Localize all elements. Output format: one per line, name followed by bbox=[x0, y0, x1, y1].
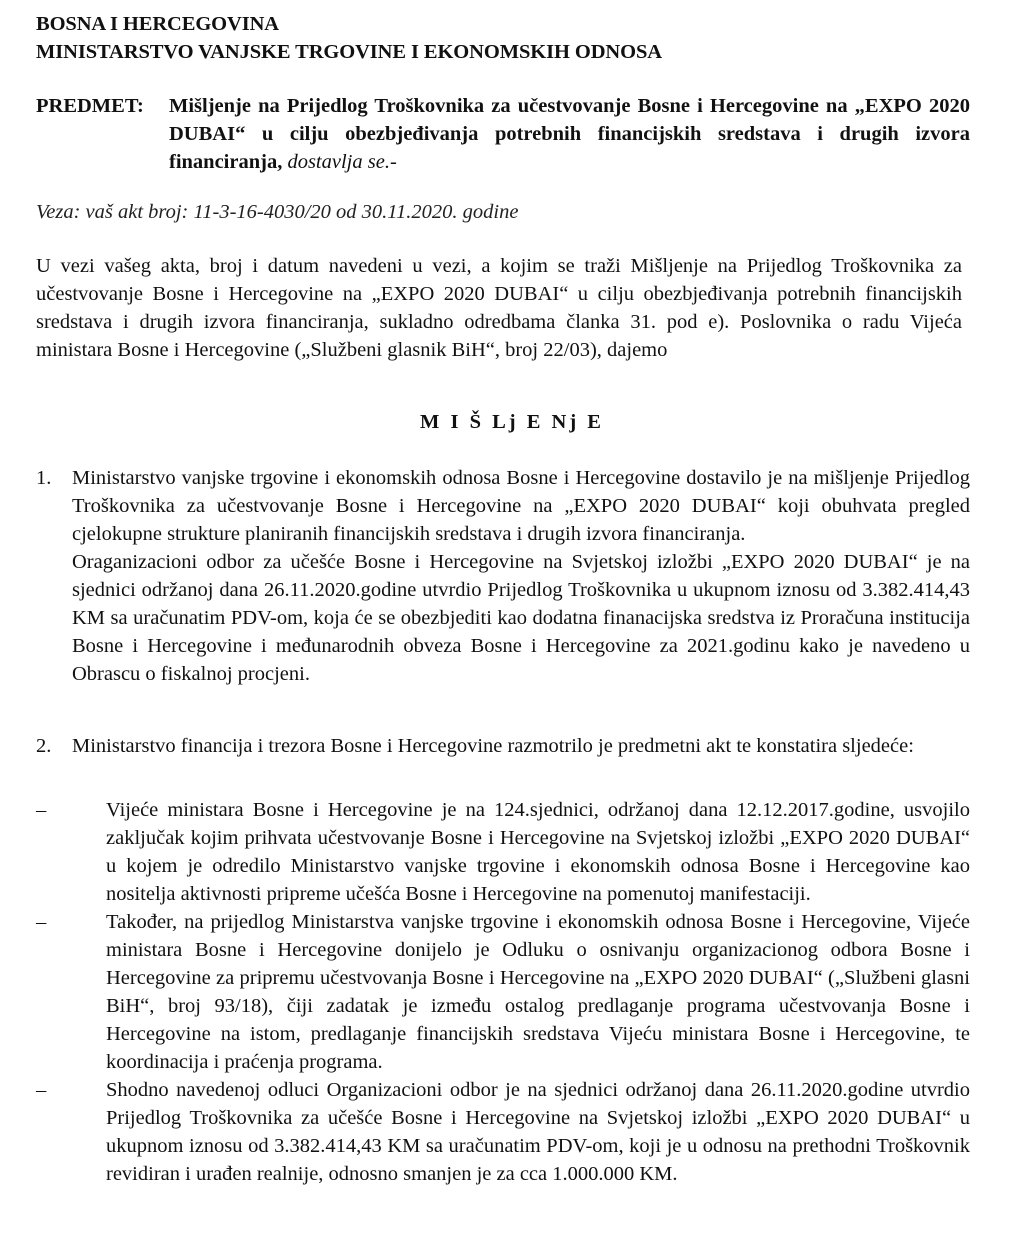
bullet-item bbox=[36, 1076, 970, 1188]
reference-line: Veza: vaš akt broj: 11-3-16-4030/20 od 30.11.2020. godine bbox=[36, 201, 519, 223]
item-content bbox=[72, 732, 970, 760]
subject-trail: dostavlja se.- bbox=[282, 151, 397, 173]
bullet-text: Također, na prijedlog Ministarstva vanjske trgovine i ekonomskih odnosa Bosne i Hercegovine, Vijeće ministara Bosne i Hercegovine donijelo je Odluku o osnivanju organizacionog odbora Bosne i Hercegovine za pripremu učestvovanja Bosne i Hercegovine na „EXPO 2020 DUBAI“ („Službeni glasni BiH“, broj 93/18), čiji zadatak je između ostalog predlaganje programa učestvovanja Bosne i Hercegovine na istom, predlaganje financijskih sredstava Vijeću ministara Bosne i Hercegovine, te koordinacija i praćenja programa. bbox=[106, 911, 970, 1073]
bullet-item bbox=[36, 908, 970, 1076]
item-paragraph: Oraganizacioni odbor za učešće Bosne i Hercegovine na Svjetskoj izložbi „EXPO 2020 DUBAI“ je na sjednici održanoj dana 26.11.2020.godine utvrdio Prijedlog Troškovnika u ukupnom iznosu od 3.382.414,43 KM sa uračunatim PDV-om, koja će se obezbjediti kao dodatna finanacijska sredstva iz Proračuna institucija Bosne i Hercegovine i međunarodnih obveza Bosne i Hercegovine za 2021.godinu kako je navedeno u Obrascu o fiskalnoj procjeni. bbox=[72, 551, 970, 685]
numbered-item bbox=[36, 464, 970, 688]
item-content bbox=[72, 464, 970, 688]
dash-marker: – bbox=[36, 911, 47, 933]
subject-text: Mišljenje na Prijedlog Troškovnika za učestvovanje Bosne i Hercegovine na „EXPO 2020 DUBAI“ u cilju obezbjeđivanja potrebnih financijskih sredstava i drugih izvora financiranja, bbox=[169, 95, 970, 173]
intro-paragraph: U vezi vašeg akta, broj i datum navedeni u vezi, a kojim se traži Mišljenje na Prijedlog Troškovnika za učestvovanje Bosne i Hercegovine na „EXPO 2020 DUBAI“ u cilju obezbjeđivanja potrebnih financijskih sredstava i drugih izvora financiranja, sukladno odredbama članka 31. pod e). Poslovnika o radu Vijeća ministara Bosne i Hercegovine („Službeni glasnik BiH“, broj 22/03), dajemo bbox=[36, 255, 962, 361]
bullet-text: Shodno navedenoj odluci Organizacioni odbor je na sjednici održanoj dana 26.11.2020.godine utvrdio Prijedlog Troškovnika za učešće Bosne i Hercegovine na Svjetskoj izložbi „EXPO 2020 DUBAI“ u ukupnom iznosu od 3.382.414,43 KM sa uračunatim PDV-om, koji je u odnosu na prethodni Troškovnik revidiran i urađen realnije, odnosno smanjen je za cca 1.000.000 KM. bbox=[106, 1079, 970, 1185]
bullet-item bbox=[36, 796, 970, 908]
item-paragraph: Ministarstvo financija i trezora Bosne i Hercegovine razmotrilo je predmetni akt te konstatira sljedeće: bbox=[72, 735, 914, 757]
item-number: 2. bbox=[36, 735, 52, 757]
dash-marker: – bbox=[36, 1079, 47, 1101]
numbered-item bbox=[36, 732, 970, 760]
bullet-text: Vijeće ministara Bosne i Hercegovine je na 124.sjednici, održanoj dana 12.12.2017.godine, usvojilo zaključak kojim prihvata učestvovanje Bosne i Hercegovine na Svjetskoj izložbi „EXPO 2020 DUBAI“ u kojem je odredilo Ministarstvo vanjske trgovine i ekonomskih odnosa Bosne i Hercegovine kao nositelja aktivnosti pripreme učešća Bosne i Hercegovine na pomenutoj manifestaciji. bbox=[106, 799, 970, 905]
subject-block bbox=[36, 92, 970, 176]
country-name: BOSNA I HERCEGOVINA bbox=[36, 13, 280, 35]
subject-text-block bbox=[169, 92, 970, 176]
letterhead bbox=[36, 10, 662, 66]
bullet-list bbox=[36, 796, 970, 1188]
item-paragraph: Ministarstvo vanjske trgovine i ekonomskih odnosa Bosne i Hercegovine dostavilo je na mišljenje Prijedlog Troškovnika za učestvovanje Bosne i Hercegovine na „EXPO 2020 DUBAI“ koji obuhvata pregled cjelokupne strukture planiranih financijskih sredstava i drugih izvora financiranja. bbox=[72, 467, 970, 545]
dash-marker: – bbox=[36, 799, 47, 821]
opinion-title: M I Š Lj E Nj E bbox=[420, 411, 604, 433]
subject-label: PREDMET: bbox=[36, 95, 144, 117]
ministry-name: MINISTARSTVO VANJSKE TRGOVINE I EKONOMSKIH ODNOSA bbox=[36, 41, 662, 63]
item-number: 1. bbox=[36, 467, 52, 489]
